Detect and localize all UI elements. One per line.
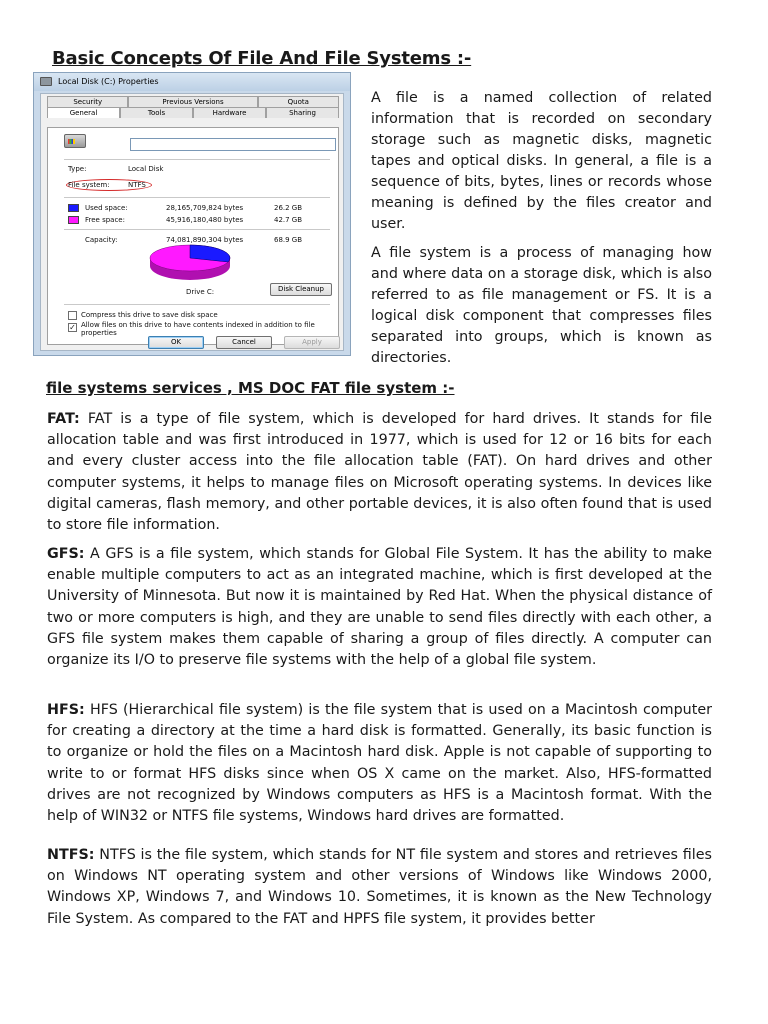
tab-general[interactable]: General [47,107,120,118]
tab-hardware[interactable]: Hardware [193,107,266,118]
divider [64,229,330,230]
fs-label: File system: [68,181,110,189]
compress-checkbox[interactable] [68,311,77,320]
free-label: Free space: [85,216,125,224]
used-space-swatch [68,204,79,212]
drive-name-input[interactable] [130,138,336,151]
drive-icon [40,77,52,86]
divider [64,304,330,305]
dialog-title: Local Disk (C:) Properties [58,77,159,86]
used-label: Used space: [85,204,128,212]
index-checkbox[interactable]: ✓ [69,323,76,332]
gfs-paragraph [47,544,712,671]
used-gb: 26.2 GB [274,204,303,212]
free-gb: 42.7 GB [274,216,303,224]
dialog-body [40,93,344,351]
fat-term: FAT: [47,411,80,427]
hard-drive-icon [64,134,86,148]
ntfs-term: NTFS: [47,847,95,863]
ntfs-paragraph [47,845,712,930]
tab-tools[interactable]: Tools [120,107,193,118]
fs-value: NTFS [128,181,146,189]
ok-button[interactable]: OK [148,336,204,349]
dialog-title-bar [34,73,350,91]
free-bytes: 45,916,180,480 bytes [166,216,244,224]
fat-paragraph [47,409,712,536]
fat-text: FAT is a type of file system, which is developed for hard drives. It stands for file allocation table and was first introduced in 1977, which is used for 12 or 16 bits for each and every cluster access into the file allocation table (FAT). On hard drives and other computer systems, it helps to manage files on Microsoft operating systems. In devices like digital cameras, flash memory, and other portable devices, it is also often found that is used to store file information. [47,411,713,534]
tab-row-top [47,96,339,107]
file-definition: A file is a named collection of related information that is recorded on secondary storage such as magnetic disks, magnetic tapes and optical disks. In general, a file is a sequence of bits, bytes, lines or records whose meaning is defined by the files creator and user. [371,90,712,232]
type-label: Type: [68,165,87,173]
hfs-term: HFS: [47,702,85,718]
free-space-swatch [68,216,79,224]
type-value: Local Disk [128,165,164,173]
cancel-button[interactable]: Cancel [216,336,272,349]
compress-label: Compress this drive to save disk space [81,311,218,319]
capacity-bytes: 74,081,890,304 bytes [166,236,244,244]
tab-row-bottom [47,107,339,118]
section-heading: file systems services , MS DOC FAT file system :- [46,379,455,397]
tab-previous-versions[interactable]: Previous Versions [128,96,257,107]
disk-usage-pie [148,244,232,288]
file-system-definition: A file system is a process of managing how and where data on a storage disk, which is also referred to as file management or FS. It is a logical disk component that compresses files separated into groups, which is known as directories. [371,245,712,366]
disk-properties-dialog [33,72,351,356]
used-bytes: 28,165,709,824 bytes [166,204,244,212]
gfs-term: GFS: [47,546,85,562]
disk-cleanup-button[interactable]: Disk Cleanup [270,283,332,296]
tab-quota[interactable]: Quota [258,96,339,107]
apply-button[interactable]: Apply [284,336,340,349]
index-label: Allow files on this drive to have contents indexed in addition to file properties [81,321,315,337]
page-title: Basic Concepts Of File And File Systems :- [52,48,472,69]
ntfs-text: NTFS is the file system, which stands for NT file system and stores and retrieves files on Windows NT operating system and other versions of Windows like Windows 2000, Windows XP, Windows 7, and Windows 10. Sometimes, it is known as the New Technology File System. As compared to the FAT and HPFS file system, it provides better [47,847,712,927]
hfs-paragraph [47,700,712,827]
divider [64,159,330,160]
capacity-gb: 68.9 GB [274,236,303,244]
gfs-text: A GFS is a file system, which stands for Global File System. It has the ability to make enable multiple computers to act as an integrated machine, which is first developed at the University of Minnesota. But now it is maintained by Red Hat. When the physical distance of two or more computers is high, and they are unable to send files directly with each other, a GFS file system makes them capable of sharing a group of files directly. A computer can organize its I/O to preserve file systems with the help of a global file system. [47,546,712,669]
capacity-label: Capacity: [85,236,118,244]
tab-sharing[interactable]: Sharing [266,107,339,118]
hfs-text: HFS (Hierarchical file system) is the file system that is used on a Macintosh computer for creating a directory at the time a hard disk is formatted. Generally, its basic function is to organize or hold the files on a Macintosh hard disk. Apple is not capable of supporting to write to or format HFS disks since when OS X came on the market. Also, HFS-formatted drives are not recognized by Windows computers as HFS is a Macintosh format. With the help of WIN32 or NTFS file systems, Windows hard drives are formatted. [47,702,712,825]
tab-security[interactable]: Security [47,96,128,107]
general-panel [47,127,339,345]
divider [64,197,330,198]
drive-label: Drive C: [186,288,215,296]
